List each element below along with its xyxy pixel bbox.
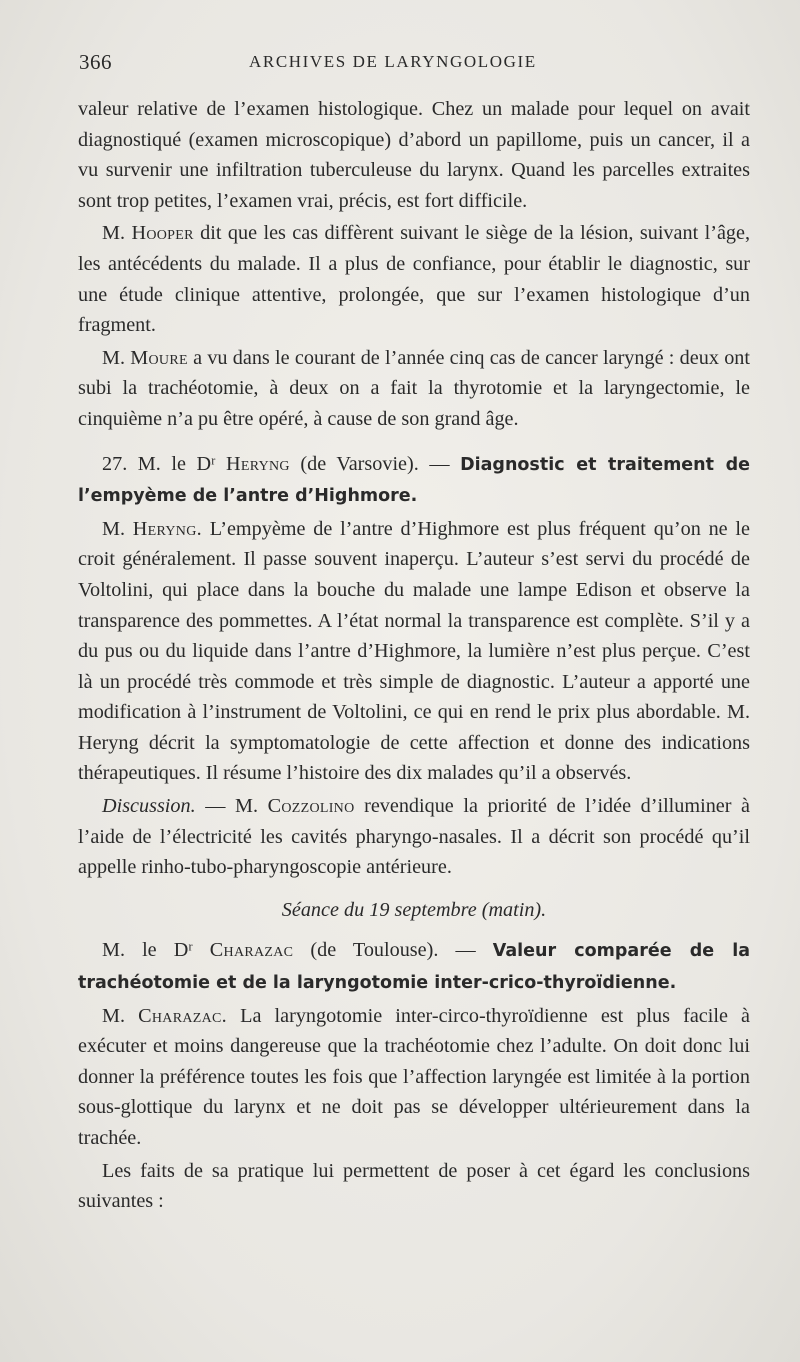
paragraph-text: dit que les cas diffèrent suivant le siège de la lésion, suivant l’âge, les antécédents du malade. Il a plus de confiance, pour établir le diagnostic, sur une étude clinique attentive, prolongée, que sur l’examen histologique d’un fragment. [78, 222, 751, 337]
page-header [79, 50, 719, 80]
speaker-prefix: M. [102, 517, 133, 540]
paragraph-charazac [78, 1001, 750, 1154]
paragraph-heryng [78, 514, 750, 789]
paragraph-hooper [78, 218, 750, 340]
speaker-prefix: M. [102, 346, 131, 369]
author-origin: (de Varsovie). — [289, 452, 461, 475]
author-name: Heryng [226, 452, 290, 475]
section-heading-heryng [78, 449, 750, 512]
author-name: Charazac [209, 939, 294, 962]
paragraph-text: revendique la priorité de l’idée d’illuminer à l’aide de l’électricité les cavités pharyngo-nasales. Il a décrit son procédé qu’il appelle rinho-tubo-pharyngoscopie antérieure. [78, 795, 751, 879]
communication-title: Diagnostic et traitement de l’empyème de l’antre d’Highmore. [78, 454, 751, 507]
discussion-label: Discussion. [102, 795, 196, 818]
speaker-name: Moure [130, 346, 188, 369]
communication-title: Valeur comparée de la trachéotomie et de la laryngotomie inter-crico-thyroïdienne. [78, 941, 751, 994]
paragraph-conclusions: Les faits de sa pratique lui permettent de poser à cet égard les conclusions suivantes : [78, 1159, 750, 1213]
section-heading-charazac [78, 935, 750, 998]
paragraph-moure [78, 343, 750, 435]
author-origin: (de Toulouse). — [293, 939, 493, 962]
session-heading: Séance du 19 septembre (matin). [281, 898, 547, 921]
speaker-name: Charazac. [138, 1004, 228, 1027]
paragraph-text: L’empyème de l’antre d’Highmore est plus fréquent qu’on ne le croit généralement. Il passe souvent inaperçu. L’auteur s’est servi du procédé de Voltolini, qui place dans la bouche du malade une lampe Edison et observe la transparence des pommettes. A l’état normal la transparence est complète. S’il y a du pus ou du liquide dans l’antre d’Highmore, la lumière n’est plus perçue. C’est là un procédé très commode et très simple de diagnostic. L’auteur a apporté une modification à l’instrument de Voltolini, ce qui en rend le prix plus abordable. M. Heryng décrit la symptomatologie de cette affection et donne des indications thérapeutiques. Il résume l’histoire des dix malades qu’il a observés. [78, 517, 750, 785]
page-number: 366 [79, 50, 112, 74]
paragraph-discussion [78, 791, 750, 883]
paragraph-text: La laryngotomie inter-circo-thyroïdienne est plus facile à exécuter et moins dangereuse que la trachéotomie chez l’adulte. On doit donc lui donner la préférence toutes les fois que l’affection laryngée est limitée à la portion sous-glottique du larynx et ne doit pas se développer ultérieurement dans la trachée. [78, 1004, 751, 1149]
speaker-prefix: M. [102, 222, 132, 245]
article-body [78, 94, 750, 1217]
speaker-name: Heryng. [132, 517, 202, 540]
speaker-name: Hooper [131, 222, 194, 245]
dash: — M. [195, 795, 268, 818]
speaker-name: Cozzolino [267, 795, 355, 818]
speaker-prefix: M. [102, 1004, 139, 1027]
paragraph-text: a vu dans le courant de l’année cinq cas de cancer laryngé : deux ont subi la trachéotomie, à deux on a fait la thyrotomie et la laryngectomie, le cinquième n’a pu être opéré, à cause de son grand âge. [78, 346, 750, 430]
speaker-prefix: M. le Dʳ [102, 939, 210, 962]
running-title: ARCHIVES DE LARYNGOLOGIE [249, 52, 537, 71]
section-number: 27. M. le Dʳ [102, 452, 227, 475]
paragraph-continuation: valeur relative de l’examen histologique. Chez un malade pour lequel on avait diagnostiqué (examen microscopique) d’abord un papillome, puis un cancer, il a vu survenir une infiltration tuberculeuse du larynx. Quand les parcelles extraites sont trop petites, l’examen vrai, précis, est fort difficile. [78, 98, 750, 212]
